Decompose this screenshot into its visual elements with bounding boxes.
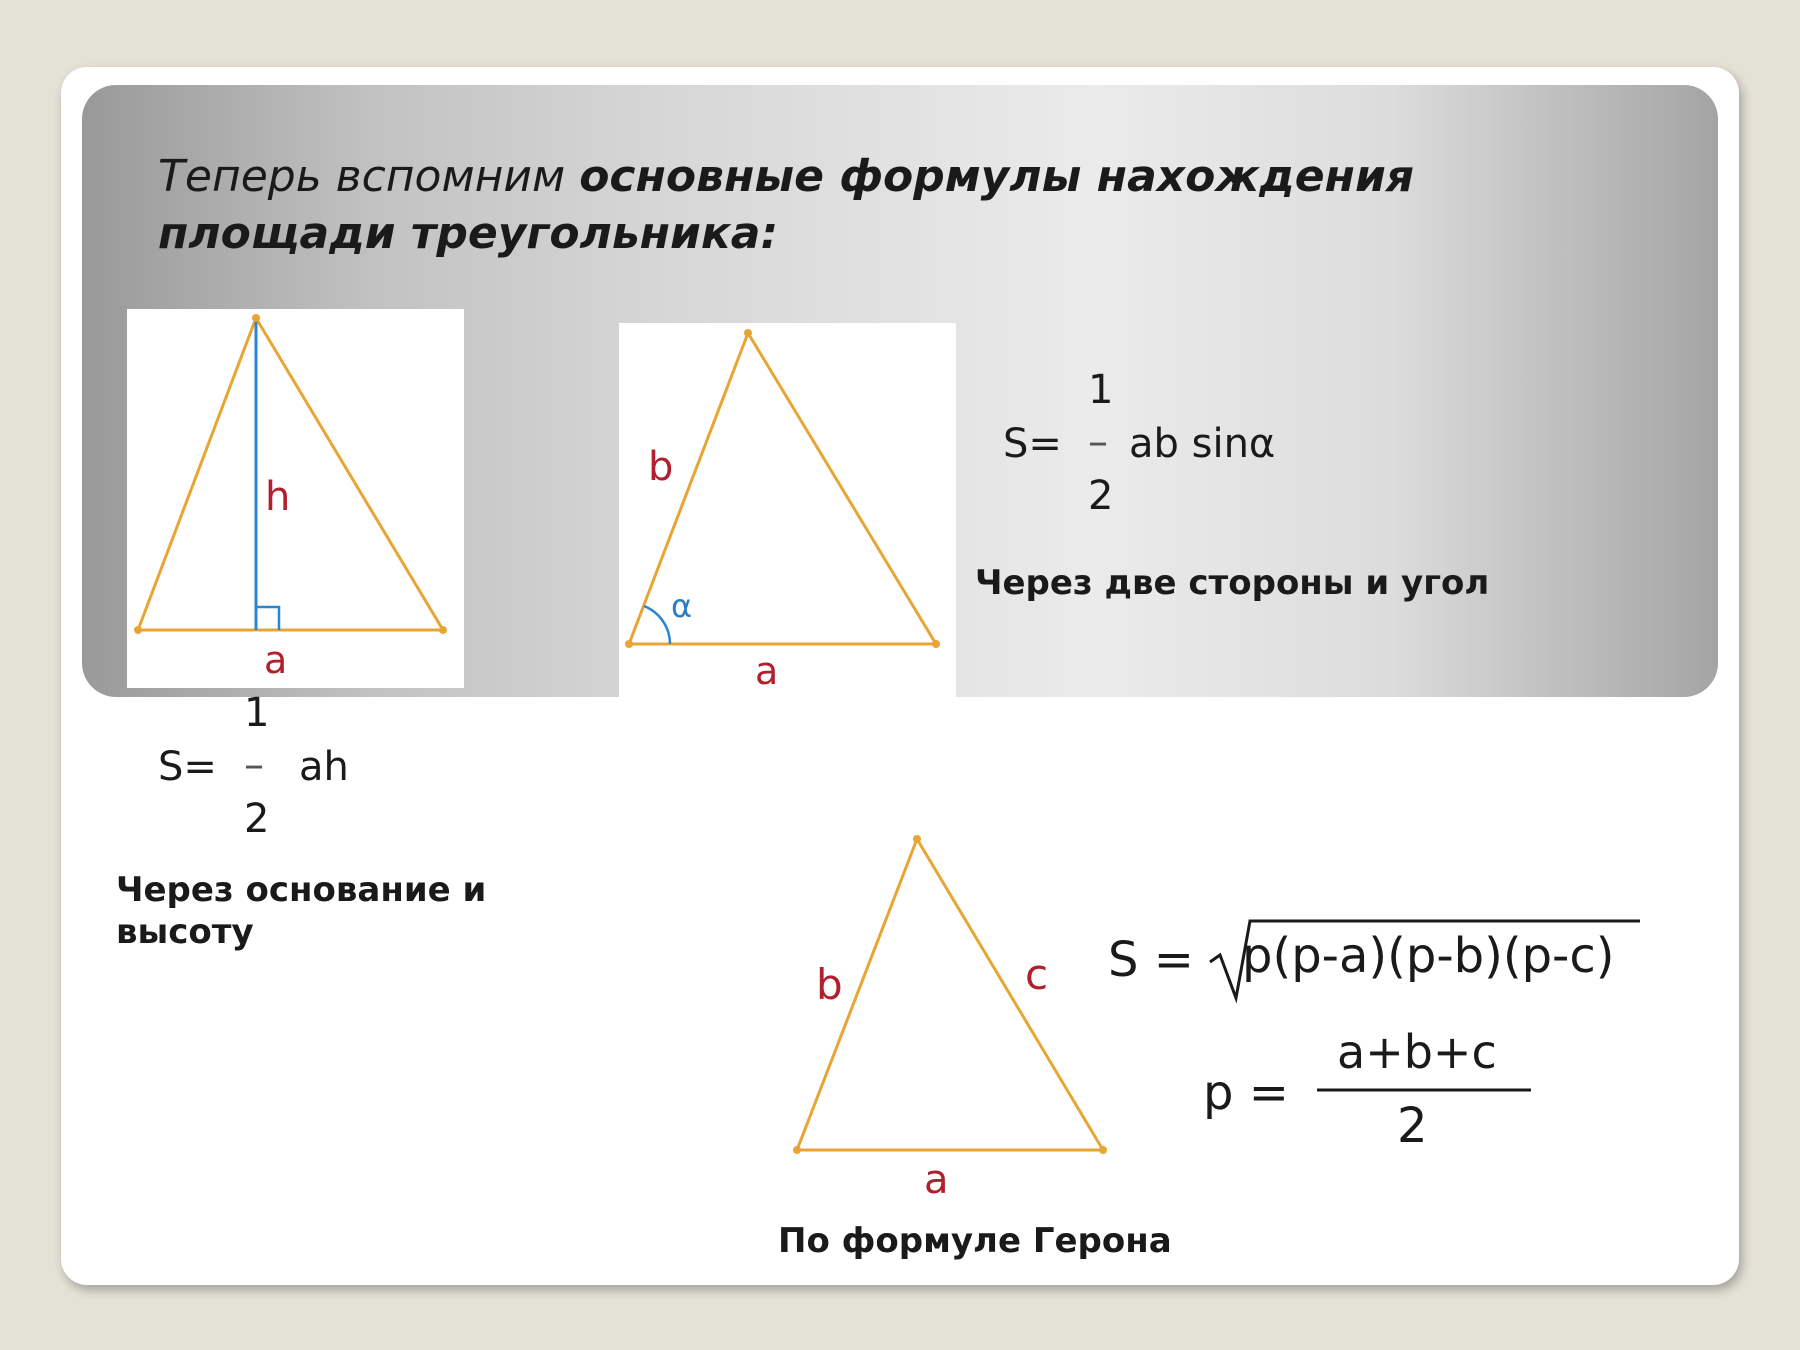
formula-denominator: 2 (1088, 473, 1114, 519)
title-bold: основные формулы нахождения площади треугольника: (158, 151, 1415, 259)
formula-lhs: S= (1003, 421, 1062, 467)
triangle-outline (797, 839, 1103, 1150)
formula-numerator: 1 (1088, 367, 1114, 413)
label-b: b (816, 960, 843, 1009)
p-denominator: 2 (1397, 1098, 1428, 1154)
formula-fraction-bar: – (244, 742, 264, 788)
label-alpha: α (671, 587, 693, 625)
label-a: a (924, 1157, 949, 1203)
label-b: b (648, 444, 674, 490)
p-numerator: a+b+c (1337, 1025, 1497, 1079)
label-a: a (264, 638, 288, 682)
label-c: c (1025, 950, 1049, 999)
formula-lhs: S= (158, 744, 217, 790)
vertex-dot (913, 835, 921, 843)
vertex-dot (793, 1146, 801, 1154)
caption-sides-angle: Через две стороны и угол (975, 563, 1490, 603)
caption-heron: По формуле Герона (778, 1221, 1172, 1261)
label-h: h (265, 474, 291, 520)
formula-numerator: 1 (244, 690, 270, 736)
title-prefix: Теперь вспомним (158, 151, 580, 202)
vertex-dot (1099, 1146, 1107, 1154)
formula-rhs: ah (299, 744, 349, 790)
heron-radicand: p(p-a)(p-b)(p-c) (1242, 928, 1615, 984)
formula-fraction-bar: – (1088, 419, 1108, 465)
label-a: a (755, 649, 779, 693)
caption-line-1: Через основание и (116, 870, 487, 910)
heron-lhs: S = (1108, 932, 1194, 988)
caption-line-2: высоту (116, 912, 254, 952)
p-lhs: p = (1203, 1065, 1289, 1121)
formula-rhs: ab sinα (1129, 421, 1276, 467)
formula-denominator: 2 (244, 796, 270, 842)
